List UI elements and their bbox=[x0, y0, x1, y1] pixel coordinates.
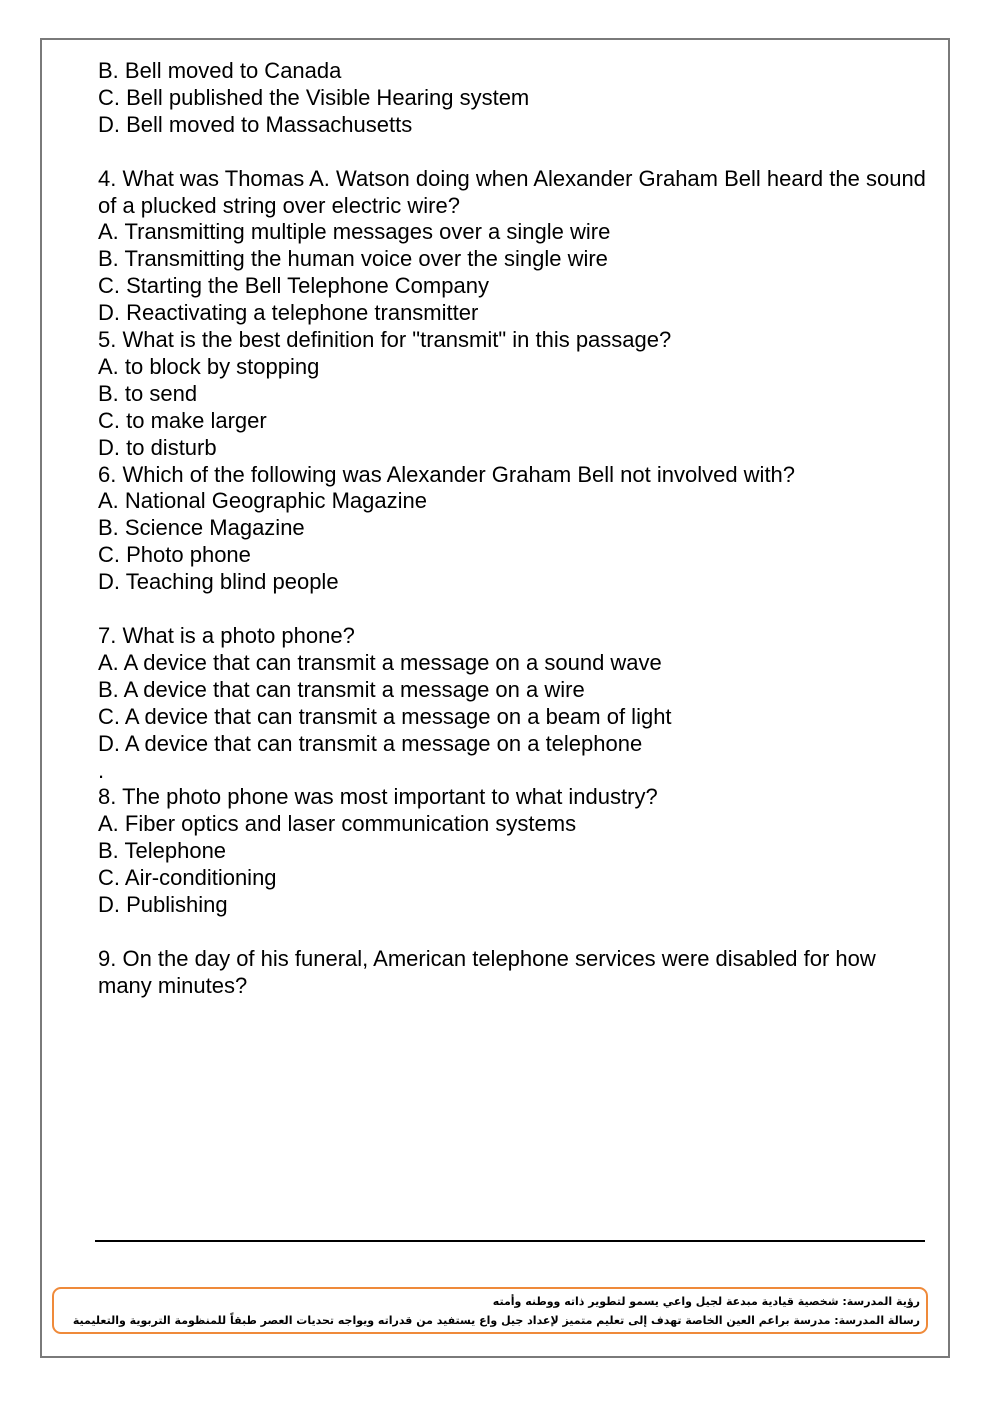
answer-option: D. A device that can transmit a message on a telephone bbox=[98, 730, 643, 756]
question-5-text: 5. What is the best definition for "transmit" in this passage? bbox=[98, 327, 672, 353]
school-vision-text: رؤية المدرسة: شخصية قيادية مبدعة لجيل واعي يسمو لتطوير ذاته ووطنه وأمته bbox=[492, 1295, 920, 1308]
answer-option: D. Publishing bbox=[98, 892, 228, 918]
answer-option: B. Transmitting the human voice over the single wire bbox=[98, 246, 608, 272]
answer-option: A. National Geographic Magazine bbox=[98, 488, 427, 514]
answer-option: C. A device that can transmit a message on a beam of light bbox=[98, 703, 672, 729]
answer-option: C. Starting the Bell Telephone Company bbox=[98, 273, 489, 299]
answer-option: B. A device that can transmit a message on a wire bbox=[98, 676, 585, 702]
answer-option: D. to disturb bbox=[98, 434, 217, 460]
answer-option: A. A device that can transmit a message on a sound wave bbox=[98, 649, 662, 675]
question-6-text: 6. Which of the following was Alexander Graham Bell not involved with? bbox=[98, 461, 796, 487]
question-7-text: 7. What is a photo phone? bbox=[98, 623, 355, 648]
answer-option: A. Fiber optics and laser communication systems bbox=[98, 811, 577, 837]
question-4-text: 4. What was Thomas A. Watson doing when Alexander Graham Bell heard the sound of a plucked string over electric wire? bbox=[98, 165, 926, 218]
answer-option: B. Bell moved to Canada bbox=[98, 58, 342, 83]
answer-option: C. Photo phone bbox=[98, 542, 251, 568]
answer-option: A. to block by stopping bbox=[98, 353, 320, 379]
question-content bbox=[98, 58, 928, 1000]
answer-option: C. Bell published the Visible Hearing system bbox=[98, 84, 530, 110]
school-mission-text: رسالة المدرسة: مدرسة براعم العين الخاصة تهدف إلى تعليم متميز لإعداد جيل واع يستفيد من قدراته ويواجه تحديات العصر طبقاً للمنظومة التربوية والتعليمية bbox=[72, 1314, 920, 1327]
answer-option: B. Telephone bbox=[98, 838, 227, 864]
question-8-text: 8. The photo phone was most important to what industry? bbox=[98, 784, 658, 810]
answer-option: B. to send bbox=[98, 380, 198, 406]
answer-option: D. Teaching blind people bbox=[98, 569, 339, 595]
answer-option: D. Bell moved to Massachusetts bbox=[98, 111, 413, 137]
answer-option: D. Reactivating a telephone transmitter bbox=[98, 300, 479, 326]
footer-divider bbox=[95, 1240, 925, 1242]
answer-option: B. Science Magazine bbox=[98, 515, 305, 541]
stray-period: . bbox=[98, 757, 105, 783]
answer-option: C. to make larger bbox=[98, 407, 267, 433]
school-footer-box bbox=[52, 1287, 928, 1334]
question-9-text: 9. On the day of his funeral, American telephone services were disabled for how many minutes? bbox=[98, 945, 876, 998]
answer-option: A. Transmitting multiple messages over a single wire bbox=[98, 219, 611, 245]
answer-option: C. Air-conditioning bbox=[98, 865, 277, 891]
